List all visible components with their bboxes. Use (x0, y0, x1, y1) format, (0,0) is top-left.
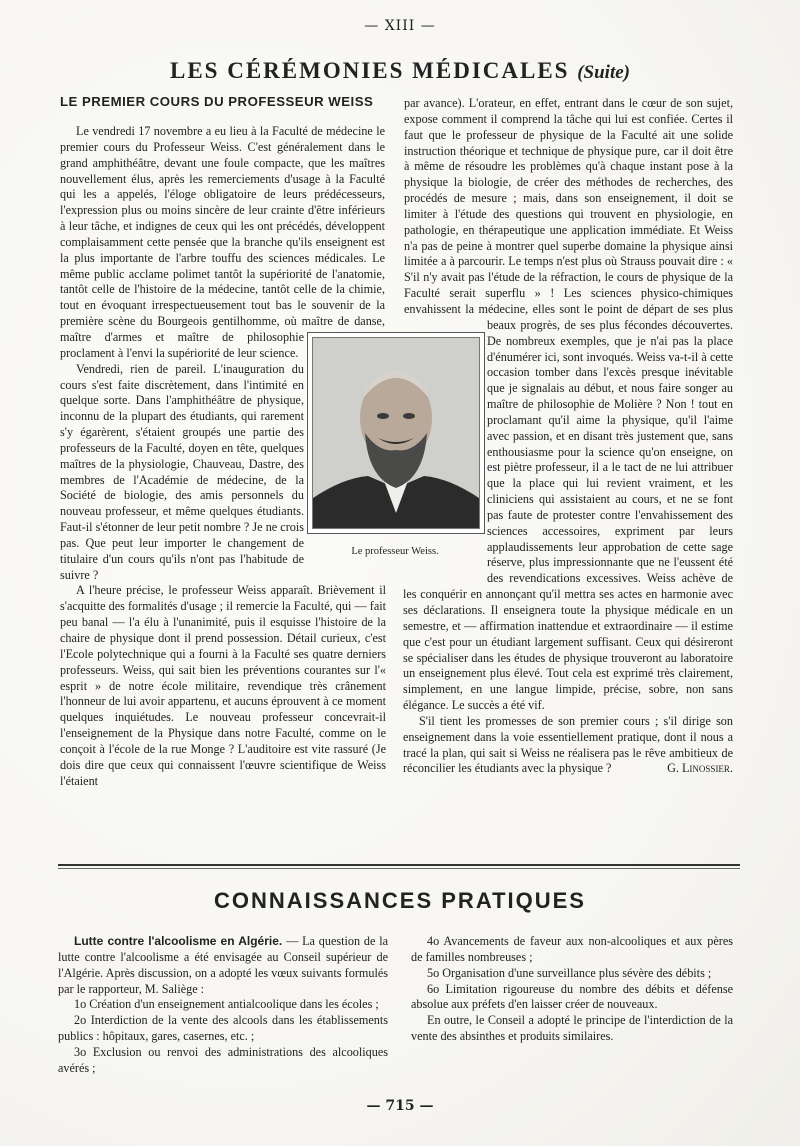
list-item: 3o Exclusion ou renvoi des administrations des alcooliques avérés ; (58, 1044, 388, 1075)
page-number: — 715 — (366, 1098, 434, 1114)
roman-folio: — XIII — (364, 18, 436, 34)
list-item: 1o Création d'un enseignement antialcoolique dans les écoles ; (74, 997, 379, 1012)
list-item: 2o Interdiction de la vente des alcools dans les établissements publics : hôpitaux, gares, casernes, etc. ; (58, 1013, 388, 1044)
section-divider (58, 864, 740, 866)
list-item: 5o Organisation d'une surveillance plus sévère des débits ; (427, 965, 712, 980)
paragraph-text: Le vendredi 17 novembre a eu lieu à la Faculté de médecine le premier cours du Professeur Weiss. C'est généralement dans le grand amphithéâtre, devant une foule compacte, que les maîtres nouvellement élus, après les remerciements d'usage à la Faculté qui les a appelés, l'éloge obligatoire de leurs prédécesseurs, l'expression plus ou moins sincère de leur crainte d'être inférieurs à leur tâche, et indignes de ceux qui les ont précédés, développent complaisamment cette pensée que la branche qu'ils enseignent est la plus importante de l'arbre touffu des sciences médicales. Le même public acclame polimet tantôt la supériorité de l'anatomie, tantôt celle de l'histoire de la médecine, tantôt celle de la chimie, tout en évoquant irrespectueusement tout bas le souvenir de la première scène du Bourgeois gentilhomme, où maître de danse, maître d'armes et maître de philosophie proclament à l'envi la supériorité de leur science. (60, 124, 385, 360)
article-right-column (403, 96, 733, 777)
photo-wrap-spacer (385, 124, 386, 332)
article-subtitle: LE PREMIER COURS DU PROFESSEUR WEISS (60, 94, 374, 109)
page-title (150, 58, 650, 84)
section-divider-thin (58, 868, 740, 869)
title-suffix: (Suite) (577, 62, 630, 83)
paragraph: Vendredi, rien de pareil. L'inauguration du cours s'est faite discrètement, dans l'intimité en quelque sorte. Dans l'amphithéâtre de physique, inconnu de la plupart des étudiants, qui rarement s'y égarèrent, s'étaient groupés une partie des professeurs de la Faculté, doyen en tête, quelques maîtres de la physiologie, Chauveau, Dastre, des membres de l'Académie de médecine, de la Société de biologie, des amis personnels du nouveau professeur, et même quelques étudiants. Faut-il s'étonner de leur petit nombre ? Je ne crois pas. Que peut leur importer le changement de titulaire d'un cours qu'ils n'ont pas l'habitude de suivre ? (60, 361, 304, 582)
closing-paragraph-text: S'il tient les promesses de son premier cours ; s'il dirige son enseignement dans la voie essentiellement pratique, dont il nous a tracé la plan, qui sait si Weiss ne réalisera pas le rêve ambitieux de réconcilier les étudiants avec la physique ? (403, 713, 733, 776)
paragraph (58, 934, 388, 997)
paragraph (403, 714, 733, 777)
lead-text: — La question de la lutte contre l'alcoolisme a été envisagée au Conseil supérieur de l'Algérie. Après discussion, on a adopté les vœux suivants formulés par le rapporteur, M. Saliège : (58, 934, 389, 996)
list-item: 6o Limitation rigoureuse du nombre des débits et défense absolue aux préfets d'en laisser créer de nouveaux. (411, 981, 733, 1012)
paragraph-text: par avance). L'orateur, en effet, entrant dans le cœur de son sujet, expose comment il comprend la tâche qui lui est confiée. Certes il faut que le professeur de physique de la Faculté ait une solide instruction théorique et technique de physique pure, car il doit être à même de résoudre les problèmes qu'à chaque instant pose à la physique la biologie, de créer des méthodes de recherches, des procédés de mesure ; mais, dans son enseignement, il doit se limiter à l'étude des questions qui trouvent en physiologie, en pathologie, en thérapeutique une application immédiate. Et Weiss n'a pas de peine à montrer quel superbe domaine la physique ainsi limitée a à parcourir. Le temps n'est plus où Strauss pouvait dire : « S'il n'y avait pas l'étude de la réfraction, le cours de physique de la Faculté serait superflu » ! Les sciences physico-chimiques envahissent la médecine, elles sont le point de départ de ses plus beaux progrès, de ses plus fécondes découvertes. De nombreux exemples, que je n'ai pas la place d'énumérer ici, sont invoqués. Weiss va-t-il à cette occasion tomber dans l'excès presque inévitable que je signalais au début, et nous faire songer au maître de philosophie de Molière ? Non ! tout en proclamant qu'il aime la physique, qu'il l'aime avec passion, et en disant très justement que, sans enthousiasme pour la science qu'on enseigne, on est piètre professeur, il a le tact de ne lui attribuer que la place qui lui revient vraiment, et les cliniciens qui assistaient au cours, et ne se font pas faute de protester contre l'envahissement des sciences accessoires, expriment par leurs applaudissements leur approbation de cette sage réserve, plus impressionnante que ne l'eussent été des revendications excessives. Weiss achève de les conquérir en annonçant qu'il mettra ses actes en harmonie avec ses déclarations. Il enseignera toute la physique médicale en un semestre, et — affirmation inattendue et extraordinaire — il estime que c'est pour un étudiant largement suffisant. Ceux qui désireront se spécialiser dans les études de physique trouveront au laboratoire un enseignement plus élevé. Tout cela est exprimé très clairement, simplement, en une langue limpide, précise, sobre, non sans élégance. Le succès a été vif. (403, 96, 733, 713)
lead-heading: Lutte contre l'alcoolisme en Algérie. (74, 934, 283, 948)
section2-left-column (58, 934, 388, 1077)
paragraph (403, 96, 733, 714)
list-item: 4o Avancements de faveur aux non-alcooliques et aux pères de familles nombreuses ; (411, 934, 733, 964)
paragraph: A l'heure précise, le professeur Weiss apparaît. Brièvement il s'acquitte des formalités d'usage ; il remercie la Faculté, qui — fait peu banal — l'a élu à l'unanimité, puis il esquisse l'histoire de la chaire de physique dont il prend possession. Détail curieux, c'est l'Ecole polytechnique qui a fourni à la Faculté ses quatre derniers professeurs. Weiss, qui sait bien les préventions courantes sur l'« esprit » de notre école militaire, revendique très crânement l'honneur de lui avoir appartenu, et aucuns éprouvent à ce moment quelques inquiétudes. Le nouveau professeur concevrait-il l'enseignement de la Physique dans notre Faculté, comme on le conçoit à l'école de la rue Monge ? L'auditoire est vite rassuré (Je dois dire que ceux qui connaissent l'œuvre scientifique de Weiss l'étaient (60, 583, 386, 788)
photo-wrap-block-right (403, 318, 487, 586)
signature: G. Linossier. (667, 761, 733, 776)
photo-caption: Le professeur Weiss. (351, 546, 439, 557)
title-text: LES CÉRÉMONIES MÉDICALES (170, 58, 570, 83)
section2-right-column (411, 934, 733, 1045)
paragraph: En outre, le Conseil a adopté le principe de l'interdiction de la vente des absinthes et produits similaires. (411, 1013, 733, 1044)
section-title: CONNAISSANCES PRATIQUES (214, 888, 586, 913)
paragraph (60, 124, 386, 362)
